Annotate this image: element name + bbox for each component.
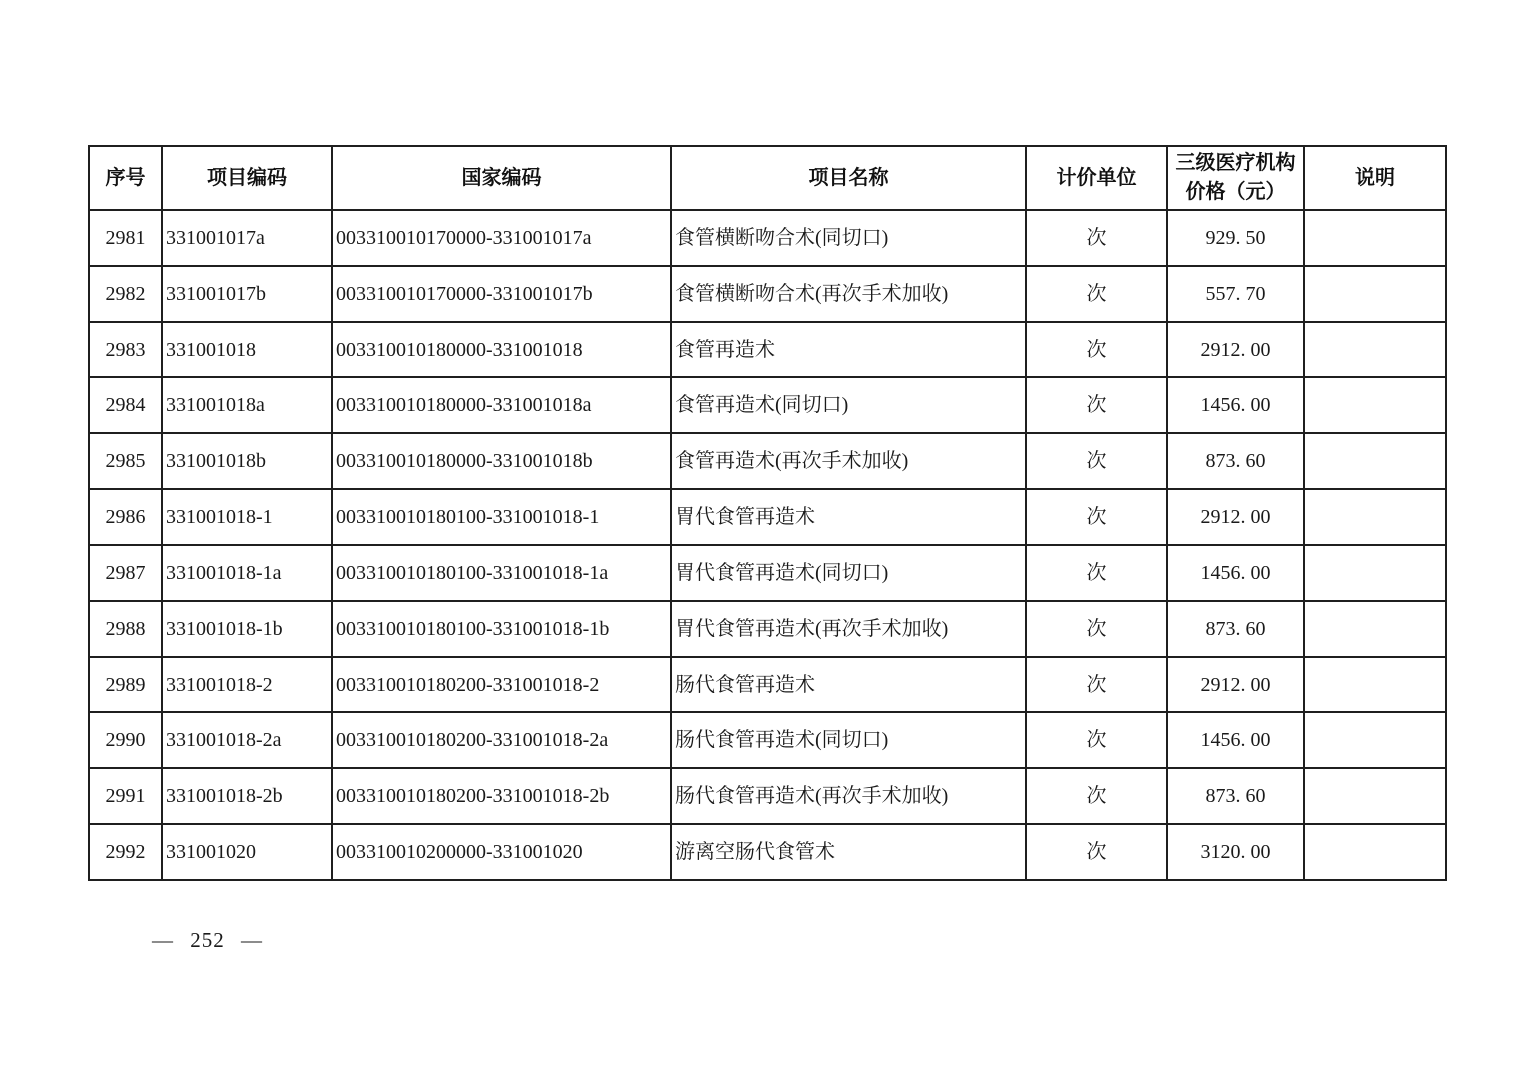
table-body	[89, 210, 1446, 880]
cell-national-code: 003310010170000-331001017a	[332, 210, 671, 266]
cell-unit: 次	[1026, 545, 1167, 601]
cell-item-code: 331001020	[162, 824, 332, 880]
table-row	[89, 657, 1446, 713]
header-seq: 序号	[89, 146, 162, 210]
cell-item-code: 331001018-1b	[162, 601, 332, 657]
table-row	[89, 545, 1446, 601]
cell-unit: 次	[1026, 489, 1167, 545]
cell-price: 3120. 00	[1167, 824, 1304, 880]
header-row	[89, 146, 1446, 210]
cell-seq: 2981	[89, 210, 162, 266]
cell-seq: 2986	[89, 489, 162, 545]
table-row	[89, 768, 1446, 824]
header-unit: 计价单位	[1026, 146, 1167, 210]
table-row	[89, 489, 1446, 545]
cell-note	[1304, 768, 1446, 824]
cell-seq: 2990	[89, 712, 162, 768]
table-header	[89, 146, 1446, 210]
cell-unit: 次	[1026, 712, 1167, 768]
cell-national-code: 003310010180100-331001018-1b	[332, 601, 671, 657]
cell-name: 游离空肠代食管术	[671, 824, 1026, 880]
cell-seq: 2985	[89, 433, 162, 489]
cell-seq: 2984	[89, 377, 162, 433]
cell-national-code: 003310010180200-331001018-2	[332, 657, 671, 713]
cell-note	[1304, 433, 1446, 489]
table-row	[89, 210, 1446, 266]
cell-item-code: 331001018b	[162, 433, 332, 489]
cell-price: 1456. 00	[1167, 377, 1304, 433]
cell-price: 873. 60	[1167, 601, 1304, 657]
cell-seq: 2988	[89, 601, 162, 657]
cell-name: 胃代食管再造术	[671, 489, 1026, 545]
cell-price: 929. 50	[1167, 210, 1304, 266]
cell-item-code: 331001018	[162, 322, 332, 378]
cell-item-code: 331001017a	[162, 210, 332, 266]
header-national-code: 国家编码	[332, 146, 671, 210]
cell-note	[1304, 210, 1446, 266]
cell-note	[1304, 545, 1446, 601]
cell-unit: 次	[1026, 601, 1167, 657]
header-item-code: 项目编码	[162, 146, 332, 210]
cell-note	[1304, 377, 1446, 433]
cell-unit: 次	[1026, 210, 1167, 266]
cell-name: 食管再造术	[671, 322, 1026, 378]
cell-unit: 次	[1026, 824, 1167, 880]
cell-seq: 2987	[89, 545, 162, 601]
cell-price: 557. 70	[1167, 266, 1304, 322]
cell-note	[1304, 601, 1446, 657]
cell-name: 食管再造术(再次手术加收)	[671, 433, 1026, 489]
header-price: 三级医疗机构价格（元）	[1167, 146, 1304, 210]
cell-name: 肠代食管再造术	[671, 657, 1026, 713]
cell-seq: 2983	[89, 322, 162, 378]
price-table	[88, 145, 1447, 881]
cell-unit: 次	[1026, 433, 1167, 489]
cell-item-code: 331001018-2a	[162, 712, 332, 768]
cell-name: 食管横断吻合术(同切口)	[671, 210, 1026, 266]
cell-name: 胃代食管再造术(再次手术加收)	[671, 601, 1026, 657]
header-name: 项目名称	[671, 146, 1026, 210]
cell-national-code: 003310010180100-331001018-1	[332, 489, 671, 545]
cell-price: 873. 60	[1167, 433, 1304, 489]
cell-item-code: 331001017b	[162, 266, 332, 322]
cell-national-code: 003310010180100-331001018-1a	[332, 545, 671, 601]
cell-item-code: 331001018-2b	[162, 768, 332, 824]
cell-note	[1304, 266, 1446, 322]
table-row	[89, 433, 1446, 489]
cell-price: 1456. 00	[1167, 712, 1304, 768]
cell-price: 2912. 00	[1167, 489, 1304, 545]
cell-name: 食管再造术(同切口)	[671, 377, 1026, 433]
cell-item-code: 331001018-1	[162, 489, 332, 545]
header-note: 说明	[1304, 146, 1446, 210]
cell-item-code: 331001018-2	[162, 657, 332, 713]
cell-unit: 次	[1026, 266, 1167, 322]
table-row	[89, 322, 1446, 378]
cell-note	[1304, 712, 1446, 768]
cell-unit: 次	[1026, 768, 1167, 824]
cell-unit: 次	[1026, 322, 1167, 378]
cell-seq: 2989	[89, 657, 162, 713]
cell-national-code: 003310010180200-331001018-2a	[332, 712, 671, 768]
cell-national-code: 003310010180000-331001018b	[332, 433, 671, 489]
cell-seq: 2991	[89, 768, 162, 824]
cell-item-code: 331001018-1a	[162, 545, 332, 601]
cell-note	[1304, 657, 1446, 713]
cell-unit: 次	[1026, 377, 1167, 433]
cell-name: 胃代食管再造术(同切口)	[671, 545, 1026, 601]
cell-price: 873. 60	[1167, 768, 1304, 824]
cell-national-code: 003310010180000-331001018a	[332, 377, 671, 433]
page-number: — 252 —	[152, 928, 263, 952]
table-row	[89, 601, 1446, 657]
cell-unit: 次	[1026, 657, 1167, 713]
cell-item-code: 331001018a	[162, 377, 332, 433]
table-row	[89, 266, 1446, 322]
cell-note	[1304, 824, 1446, 880]
cell-national-code: 003310010180000-331001018	[332, 322, 671, 378]
cell-national-code: 003310010200000-331001020	[332, 824, 671, 880]
cell-price: 2912. 00	[1167, 322, 1304, 378]
cell-seq: 2992	[89, 824, 162, 880]
cell-note	[1304, 322, 1446, 378]
cell-price: 1456. 00	[1167, 545, 1304, 601]
table-row	[89, 824, 1446, 880]
cell-name: 肠代食管再造术(再次手术加收)	[671, 768, 1026, 824]
cell-price: 2912. 00	[1167, 657, 1304, 713]
cell-name: 食管横断吻合术(再次手术加收)	[671, 266, 1026, 322]
table-row	[89, 377, 1446, 433]
cell-name: 肠代食管再造术(同切口)	[671, 712, 1026, 768]
cell-seq: 2982	[89, 266, 162, 322]
cell-national-code: 003310010170000-331001017b	[332, 266, 671, 322]
cell-note	[1304, 489, 1446, 545]
table-row	[89, 712, 1446, 768]
cell-national-code: 003310010180200-331001018-2b	[332, 768, 671, 824]
